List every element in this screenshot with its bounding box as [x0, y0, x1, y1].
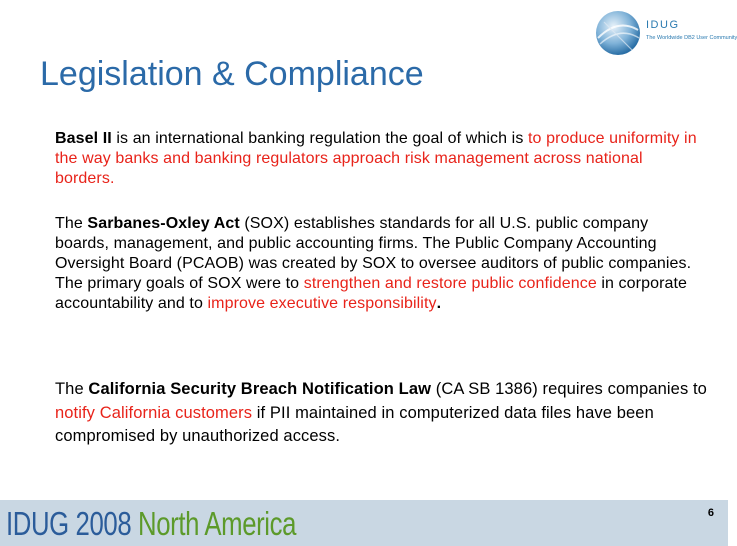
globe-icon — [592, 8, 644, 58]
basel-term: Basel II — [55, 130, 112, 147]
sox-paragraph — [55, 214, 705, 314]
sox-period: . — [436, 295, 442, 312]
sox-highlight-1: strengthen and restore public confidence — [303, 275, 597, 292]
sox-text-2: in corporate accountability and to — [55, 275, 688, 312]
slide-title: Legislation & Compliance — [40, 55, 424, 93]
idug-logo — [592, 8, 737, 58]
page-number: 6 — [707, 507, 714, 519]
footer-brand-region: North America — [131, 505, 297, 542]
ca-law-paragraph — [55, 378, 715, 449]
footer-bar — [0, 500, 728, 546]
basel-highlight: to produce uniformity in the way banks and banking regulators approach risk management across national borders. — [55, 130, 697, 187]
sox-highlight-2: improve executive responsibility — [207, 295, 437, 312]
ca-lead: The — [55, 380, 89, 398]
ca-text-2: if PII maintained in computerized data files have been compromised by unauthorized access. — [55, 403, 654, 445]
ca-term: California Security Breach Notification Law — [88, 380, 432, 398]
basel-text: is an international banking regulation the goal of which is — [111, 130, 528, 147]
ca-text: (CA SB 1386) requires companies to — [431, 380, 707, 398]
sox-text: (SOX) establishes standards for all U.S. public company boards, management, and public accounting firms. The Public Company Accounting Oversight Board (PCAOB) was created by SOX to oversee auditors of public companies. The primary goals of SOX were to — [55, 215, 692, 292]
footer-brand — [6, 505, 296, 543]
logo-tagline: The Worldwide DB2 User Community — [646, 35, 737, 41]
logo-name: IDUG — [646, 19, 680, 31]
footer-brand-year: IDUG 2008 — [6, 505, 132, 542]
sox-term: Sarbanes-Oxley Act — [87, 215, 240, 232]
basel-paragraph — [55, 129, 705, 189]
ca-highlight: notify California customers — [55, 403, 253, 422]
sox-lead: The — [55, 215, 88, 232]
